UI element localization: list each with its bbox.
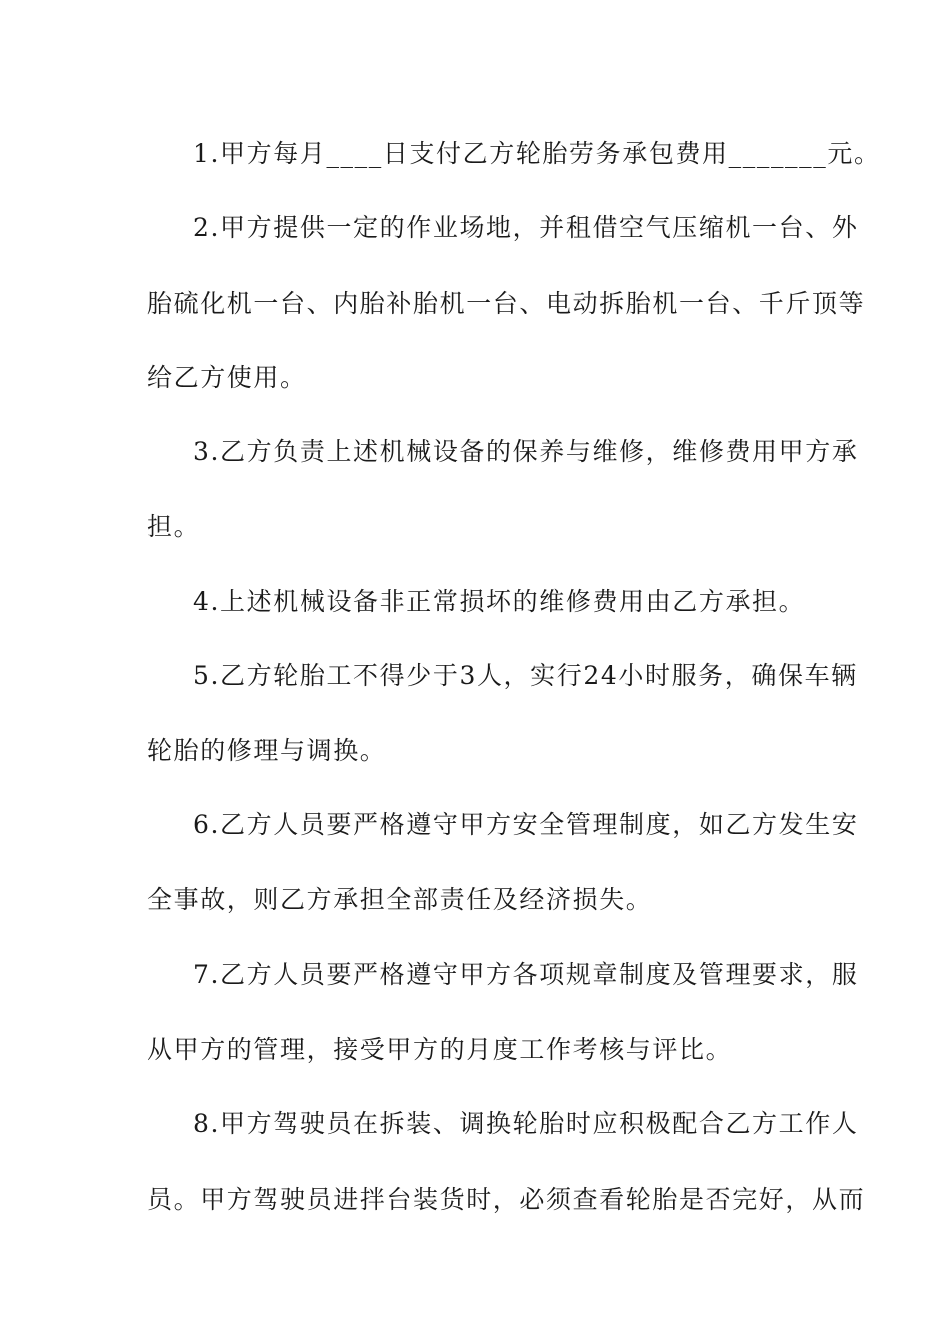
clause-3-line-2: 担。 <box>147 512 201 541</box>
clause-2-line-3: 给乙方使用。 <box>147 363 307 392</box>
clause-7-line-2: 从甲方的管理，接受甲方的月度工作考核与评比。 <box>147 1035 733 1064</box>
clause-7-line-1: 7.乙方人员要严格遵守甲方各项规章制度及管理要求，服 <box>193 960 859 989</box>
clause-2-line-1: 2.甲方提供一定的作业场地，并租借空气压缩机一台、外 <box>193 213 859 242</box>
clause-1-line-1: 1.甲方每月____日支付乙方轮胎劳务承包费用_______元。 <box>193 139 881 168</box>
clause-8-line-2: 员。甲方驾驶员进拌台装货时，必须查看轮胎是否完好，从而 <box>147 1185 866 1214</box>
clause-3-line-1: 3.乙方负责上述机械设备的保养与维修，维修费用甲方承 <box>193 437 859 466</box>
clause-6-line-2: 全事故，则乙方承担全部责任及经济损失。 <box>147 885 653 914</box>
clause-5-line-1: 5.乙方轮胎工不得少于3人，实行24小时服务，确保车辆 <box>193 661 858 690</box>
clause-2-line-2: 胎硫化机一台、内胎补胎机一台、电动拆胎机一台、千斤顶等 <box>147 289 866 318</box>
clause-8-line-1: 8.甲方驾驶员在拆装、调换轮胎时应积极配合乙方工作人 <box>193 1109 859 1138</box>
clause-4-line-1: 4.上述机械设备非正常损坏的维修费用由乙方承担。 <box>193 587 806 616</box>
clause-5-line-2: 轮胎的修理与调换。 <box>147 736 387 765</box>
clause-6-line-1: 6.乙方人员要严格遵守甲方安全管理制度，如乙方发生安 <box>193 810 859 839</box>
